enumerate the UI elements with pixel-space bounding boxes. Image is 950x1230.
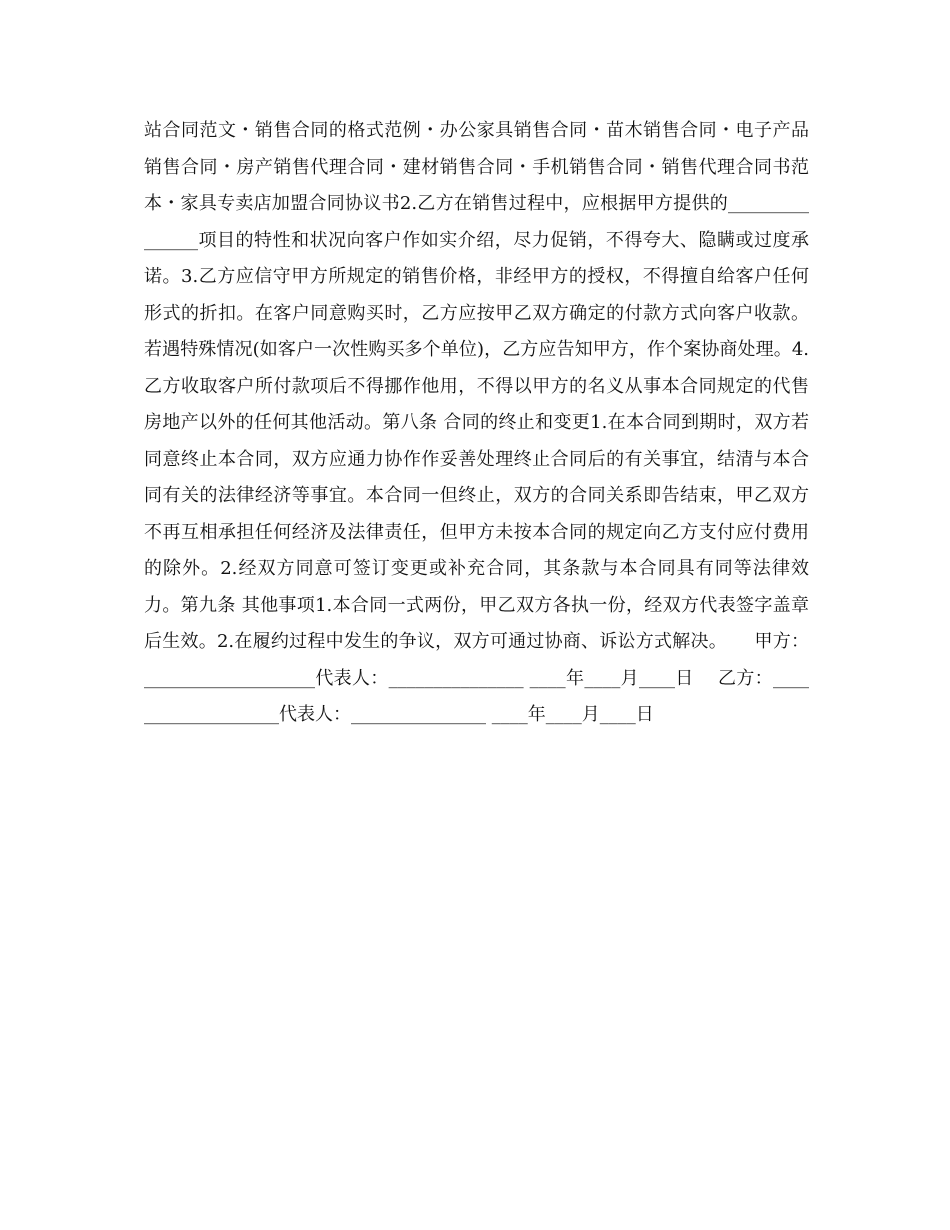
contract-body-text: 站合同范文・销售合同的格式范例・办公家具销售合同・苗木销售合同・电子产品销售合同・房产销售代理合同・建材销售合同・手机销售合同・销售代理合同书范本・家具专卖店加盟合同协议书2.乙方在销售过程中，应根据甲方提供的_______________项目的特性和状况向客户作如实介绍，尽力促销，不得夸大、隐瞒或过度承诺。3.乙方应信守甲方所规定的销售价格，非经甲方的授权，不得擅自给客户任何形式的折扣。在客户同意购买时，乙方应按甲乙双方确定的付款方式向客户收款。若遇特殊情况(如客户一次性购买多个单位)，乙方应告知甲方，作个案协商处理。4.乙方收取客户所付款项后不得挪作他用，不得以甲方的名义从事本合同规定的代售房地产以外的任何其他活动。第八条 合同的终止和变更1.在本合同到期时，双方若同意终止本合同，双方应通力协作作妥善处理终止合同后的有关事宜，结清与本合同有关的法律经济等事宜。本合同一但终止，双方的合同关系即告结束，甲乙双方不再互相承担任何经济及法律责任，但甲方未按本合同的规定向乙方支付应付费用的除外。2.经双方同意可签订变更或补充合同，其条款与本合同具有同等法律效力。第九条 其他事项1.本合同一式两份，甲乙双方各执一份，经双方代表签字盖章后生效。2.在履约过程中发生的争议，双方可通过协商、诉讼方式解决。 甲方：___________________代表人：_______________ ____年____月____日 乙方：___________________代表人：_______________ ____年____月____日 (144, 120, 809, 725)
